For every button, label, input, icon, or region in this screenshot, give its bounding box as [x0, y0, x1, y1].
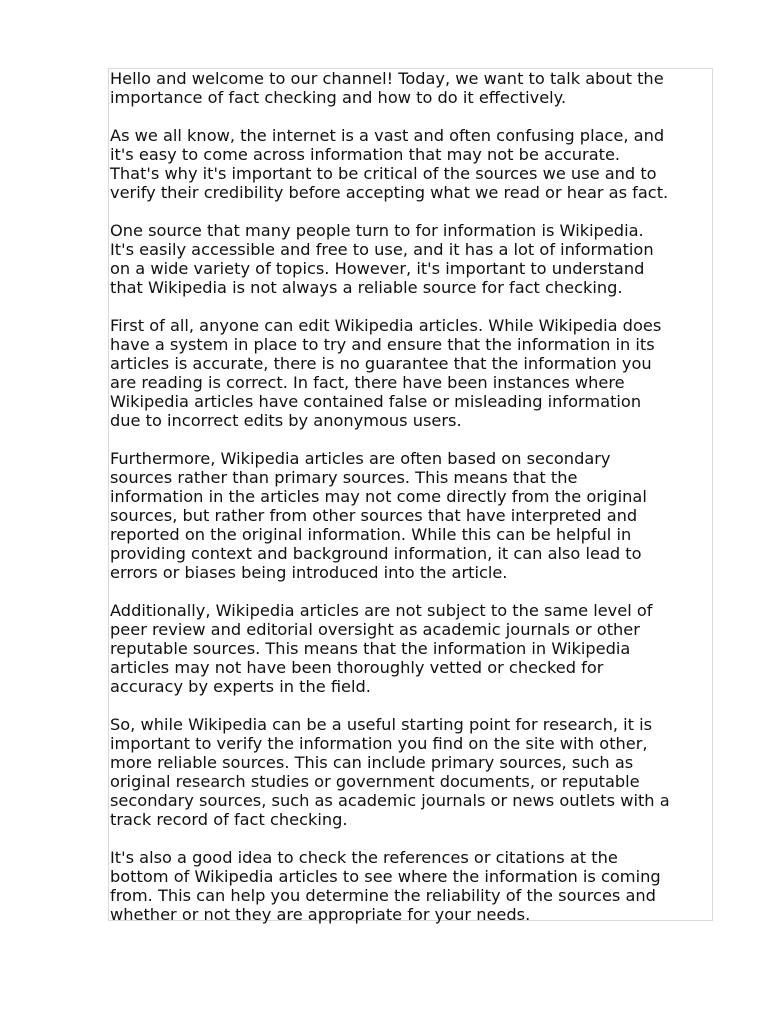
paragraph-5: Furthermore, Wikipedia articles are often based on secondary sources rather than primary sources. This means that the information in the articles may not come directly from the original sources, but rather from other sources that have interpreted and reported on the original information. While this can be helpful in providing context and background information, it can also lead to errors or biases being introduced into the article. [110, 449, 647, 582]
paragraph-6: Additionally, Wikipedia articles are not subject to the same level of peer review and editorial oversight as academic journals or other reputable sources. This means that the information in Wikipedia articles may not have been thoroughly vetted or checked for accuracy by experts in the field. [110, 601, 653, 696]
paragraph-2: As we all know, the internet is a vast and often confusing place, and it's easy to come across information that may not be accurate. That's why it's important to be critical of the sources we use and to verify their credibility before accepting what we read or hear as fact. [110, 126, 669, 202]
paragraph-8: It's also a good idea to check the references or citations at the bottom of Wikipedia articles to see where the information is coming from. This can help you determine the reliability of the sources and whether or not they are appropriate for your needs. [110, 848, 661, 924]
paragraph-7: So, while Wikipedia can be a useful starting point for research, it is important to verify the information you find on the site with other, more reliable sources. This can include primary sources, such as original research studies or government documents, or reputable secondary sources, such as academic journals or news outlets with a track record of fact checking. [110, 715, 670, 829]
paragraph-4: First of all, anyone can edit Wikipedia articles. While Wikipedia does have a system in place to try and ensure that the information in its articles is accurate, there is no guarantee that the information you are reading is correct. In fact, there have been instances where Wikipedia articles have contained false or misleading information due to incorrect edits by anonymous users. [110, 316, 662, 430]
paragraph-3: One source that many people turn to for information is Wikipedia. It's easily accessible and free to use, and it has a lot of information on a wide variety of topics. However, it's important to understand that Wikipedia is not always a reliable source for fact checking. [110, 221, 654, 297]
text-block [108, 68, 713, 924]
paragraph-1: Hello and welcome to our channel! Today, we want to talk about the importance of fact checking and how to do it effectively. [110, 69, 664, 107]
